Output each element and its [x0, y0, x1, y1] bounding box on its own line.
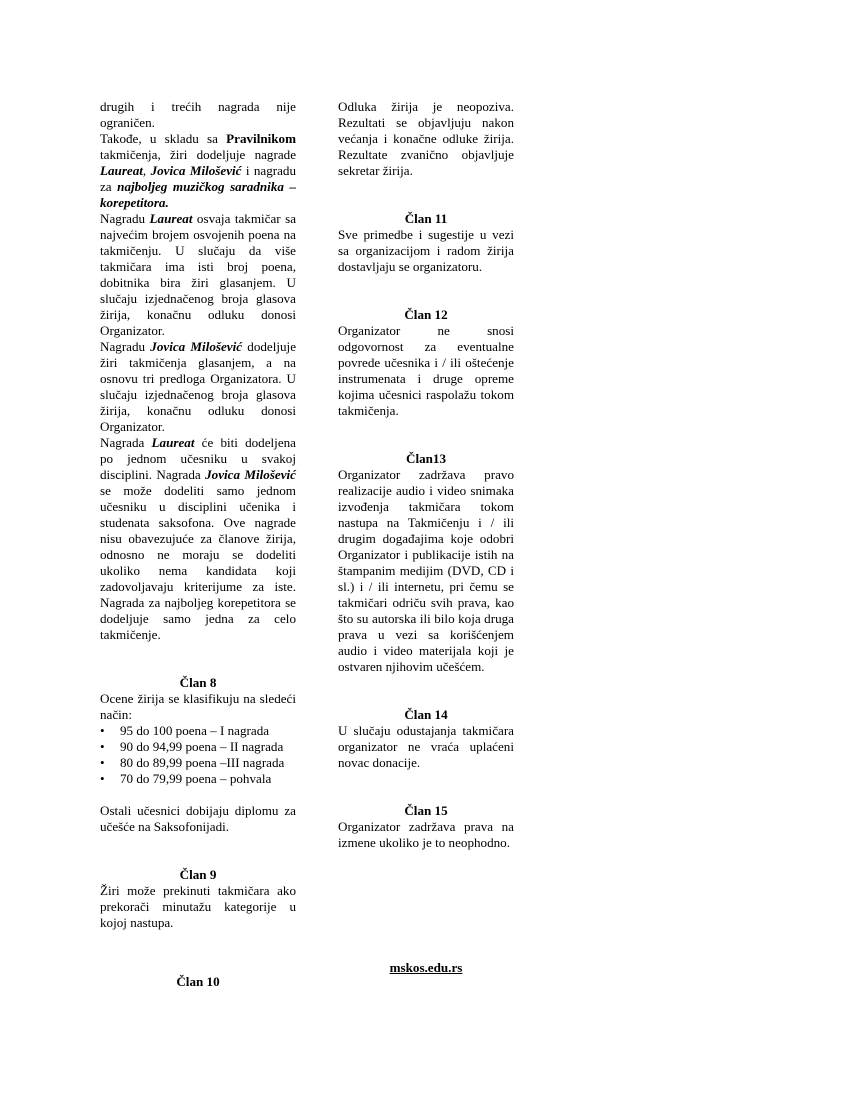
- text: i nagradu za: [100, 163, 297, 194]
- grading-list: [100, 723, 296, 787]
- article-12-heading: Član 12: [404, 307, 448, 322]
- award-laureat: Laureat: [100, 163, 143, 178]
- article-14-text: U slučaju odustajanja takmičara organizator ne vraća uplaćeni novac donacije.: [338, 723, 514, 770]
- text: se može dodeliti samo jednom učesniku u disciplini učenika i studenata saksofona. Ove nagrade nisu obavezujuće za članove žirija, odnosno ne moraju se dodeliti ukoliko nema kandidata koji zadovoljavaju kriterijume za iste. Nagrada za najboljeg korepetitora se dodeljuje samo jedna za celo takmičenje.: [100, 483, 296, 642]
- text: dodeljuje žiri takmičenja glasanjem, a na osnovu tri predloga Organizatora. U slučaju izjednačenog broja glasova žirija, konačnu odluku donosi Organizator.: [100, 339, 297, 434]
- award-laureat: Laureat: [151, 435, 195, 450]
- rulebook-term: Pravilnikom: [226, 131, 296, 146]
- text: Nagradu: [100, 211, 150, 226]
- award-best-accompanist: najboljeg muzičkog saradnika – korepetitora.: [100, 179, 296, 210]
- list-item: • 90 do 94,99 poena – II nagrada: [100, 739, 296, 755]
- award-laureat: Laureat: [149, 211, 193, 226]
- list-item: • 80 do 89,99 poena –III nagrada: [100, 755, 296, 771]
- list-item: • 70 do 79,99 poena – pohvala: [100, 771, 296, 787]
- article-8-outro: Ostali učesnici dobijaju diplomu za učešće na Saksofonijadi.: [100, 803, 296, 834]
- text: Nagradu: [100, 339, 151, 354]
- article-11-text: Sve primedbe i sugestije u vezi sa organizacijom i radom žirija dostavljaju se organizatoru.: [338, 227, 514, 274]
- article-9-heading: Član 9: [179, 867, 217, 882]
- article-10-heading: Član 10: [176, 974, 220, 989]
- paragraph-awards-limit: drugih i trećih nagrada nije ograničen.: [100, 99, 296, 130]
- paragraph-special-awards: [100, 131, 296, 211]
- paragraph-award-distribution: [100, 435, 296, 643]
- article-11-heading: Član 11: [404, 211, 448, 226]
- article-15-text: Organizator zadržava prava na izmene ukoliko je to neophodno.: [338, 819, 514, 850]
- award-jovica-milosevic: Jovica Milošević: [205, 467, 296, 482]
- paragraph-jovica: [100, 339, 296, 435]
- paragraph-laureat: [100, 211, 296, 339]
- article-13-heading: Član13: [405, 451, 447, 466]
- award-jovica-milosevic: Jovica Milošević: [150, 163, 242, 178]
- text: ,: [142, 163, 151, 178]
- list-item: • 95 do 100 poena – I nagrada: [100, 723, 296, 739]
- paragraph-decision-final: Odluka žirija je neopoziva. Rezultati se objavljuju nakon većanja i konačne odluke žirija. Rezultate zvanično objavljuje sekretar žirija.: [338, 99, 514, 178]
- article-12-text: Organizator ne snosi odgovornost za eventualne povrede učesnika i / ili oštećenje instrumenata i druge opreme kojima učesnici raspolažu tokom takmičenja.: [338, 323, 514, 418]
- award-jovica-milosevic: Jovica Milošević: [150, 339, 243, 354]
- text: takmičenja, žiri dodeljuje nagrade: [100, 147, 296, 162]
- right-column: [338, 99, 514, 851]
- article-8-intro: Ocene žirija se klasifikuju na sledeći način:: [100, 691, 296, 722]
- article-13-text: Organizator zadržava pravo realizacije audio i video snimaka izvođenja takmičara tokom nastupa na Takmičenju i / ili drugim događajima koje odobri Organizator i publikacije istih na štampanim medijim (DVD, CD i sl.) i / ili internetu, pri čemu se takmičari odriču svih prava, kao što su autorska ili bilo koja druga prava u vezi sa korišćenjem audio i video materijala koji je ostvaren njihovim učešćem.: [338, 467, 514, 674]
- article-15-heading: Član 15: [404, 803, 448, 818]
- footer-website: mskos.edu.rs: [389, 960, 463, 975]
- article-9-text: Žiri može prekinuti takmičara ako prekorači minutažu kategorije u kojoj nastupa.: [100, 883, 296, 930]
- text: će biti dodeljena po jednom učesniku u svakoj disciplini. Nagrada: [100, 435, 296, 482]
- text: Takođe, u skladu sa: [100, 131, 227, 146]
- text: osvaja takmičar sa najvećim brojem osvojenih poena na takmičenju. U slučaju da više takmičara ima isti broj poena, dobitnika bira žiri glasanjem. U slučaju izjednačenog broja glasova žirija, konačnu odluku donosi Organizator.: [100, 211, 297, 338]
- left-column: [100, 99, 296, 931]
- article-14-heading: Član 14: [404, 707, 448, 722]
- text: Nagrada: [100, 435, 152, 450]
- article-8-heading: Član 8: [179, 675, 217, 690]
